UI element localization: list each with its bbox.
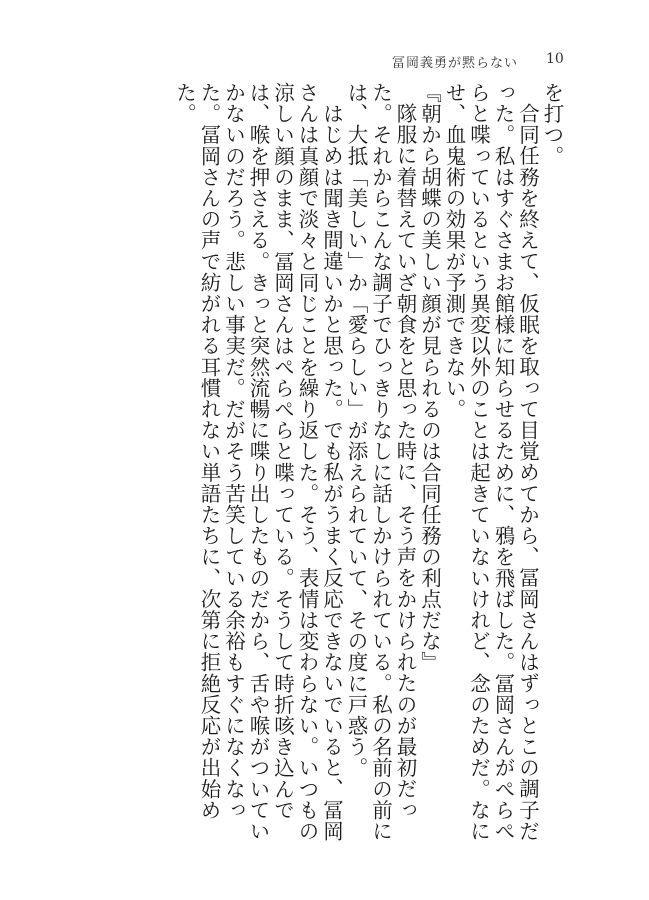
paragraph: 合同任務を終えて、仮眠を取って目覚めてから、冨岡さんはずっとこの調子だった。私はすぐさまお館様に知らせるために、鴉を飛ばした。冨岡さんがぺらぺらと喋っているという異変以外のことは起きていないけれど、念のためだ。なにせ、血鬼術の効果が予測できない。 — [442, 82, 540, 842]
paragraph: はじめは聞き間違いかと思った。でも私がうまく反応できないでいると、冨岡さんは真顔で淡々と同じことを繰り返した。そう、表情は変わらない。いつもの涼しい顔のまま、冨岡さんはぺらぺらと喋っている。そうして時折咳き込んでは、喉を押さえる。きっと突然流暢に喋り出したものだから、舌や喉がついていかないのだろう。悲しい事実だ。だがそう苦笑している余裕もすぐになくなった。冨岡さんの声で紡がれる耳慣れない単語たちに、次第に拒絶反応が出始めた。 — [172, 82, 344, 842]
page-number: 10 — [546, 51, 564, 67]
vertical-body-text — [132, 82, 564, 842]
paragraph: を打つ。 — [540, 82, 564, 167]
running-title: 冨岡義勇が黙らない — [392, 56, 519, 71]
paragraph: 隊服に着替えていざ朝食をと思った時に、そう声をかけられたのが最初だった。それからこんな調子でひっきりなしに話しかけられている。私の名前の前には、大抵「美しい」か「愛らしい」が添えられていて、その度に戸惑う。 — [344, 82, 417, 842]
quoted-dialogue: 『朝から胡蝶の美しい顔が見られるのは合同任務の利点だな』 — [417, 82, 442, 673]
